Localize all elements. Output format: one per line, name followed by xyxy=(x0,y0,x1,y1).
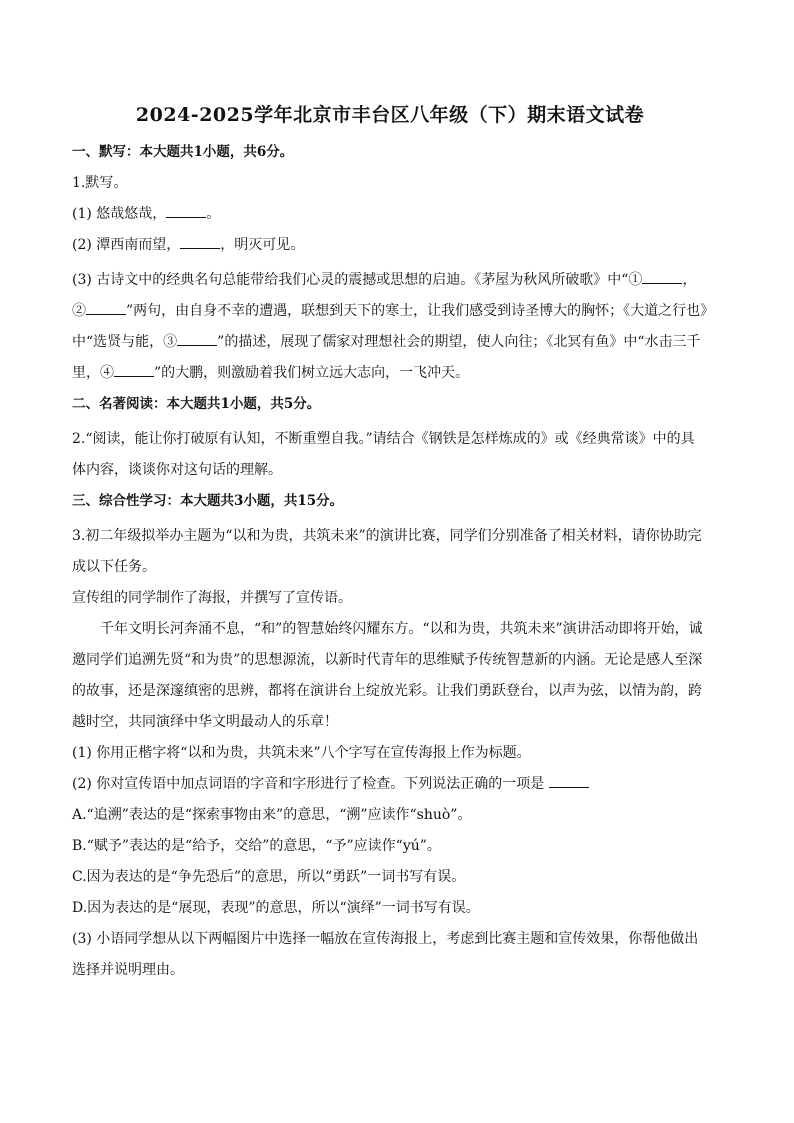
q1-3-text-b: ，② xyxy=(72,272,697,319)
question-3-sub-2 xyxy=(72,769,708,800)
poster-intro: 宣传组的同学制作了海报，并撰写了宣传语。 xyxy=(72,590,352,606)
answer-blank[interactable] xyxy=(166,203,206,218)
q1-2-text-b: ，明灭可见。 xyxy=(220,237,305,253)
option-b: B.“赋予”表达的是“给予，交给”的意思，“予”应读作“yú”。 xyxy=(72,838,441,854)
section-3-header: 三、综合性学习：本大题共3小题，共15分。 xyxy=(72,493,344,509)
answer-blank[interactable] xyxy=(549,773,589,788)
answer-blank[interactable] xyxy=(177,331,217,346)
question-1-part-2 xyxy=(72,234,708,256)
answer-blank[interactable] xyxy=(86,300,126,315)
q1-1-text-b: 。 xyxy=(206,206,221,222)
q1-3-text-c: ”两句，由自身不幸的遭遇，联想到天下的寒士，让我们感受到诗圣博大的胸怀；《大道之行也》中“选贤与能，③ xyxy=(72,303,708,350)
q1-3-text-e: ”的大鹏，则激励着我们树立远大志向，一飞冲天。 xyxy=(154,365,470,381)
section-1-header: 一、默写：本大题共1小题，共6分。 xyxy=(72,144,294,160)
q1-3-text-a: (3) 古诗文中的经典名句总能带给我们心灵的震撼或思想的启迪。《茅屋为秋风所破歌》中“① xyxy=(72,272,643,288)
answer-blank[interactable] xyxy=(114,362,154,377)
option-a: A.“追溯”表达的是“探索事物由来”的意思，“溯”应读作“shuò”。 xyxy=(72,807,472,823)
question-3-stem: 3.初二年级拟举办主题为“以和为贵，共筑未来”的演讲比赛，同学们分别准备了相关材料，请你协助完成以下任务。 xyxy=(72,528,702,575)
question-3-sub-1: (1) 你用正楷字将“以和为贵，共筑未来”八个字写在宣传海报上作为标题。 xyxy=(72,745,531,761)
q1-2-text-a: (2) 潭西南而望， xyxy=(72,237,181,253)
exam-title: 2024-2025学年北京市丰台区八年级（下）期末语文试卷 xyxy=(135,104,645,126)
answer-blank[interactable] xyxy=(180,234,220,249)
option-c: C.因为表达的是“争先恐后”的意思，所以“勇跃”一词书写有误。 xyxy=(72,869,466,885)
q3-2-text: (2) 你对宣传语中加点词语的字音和字形进行了检查。下列说法正确的一项是 xyxy=(72,776,545,792)
option-d: D.因为表达的是“展现，表现”的意思，所以“演绎”一词书写有误。 xyxy=(72,900,480,916)
q1-3-text-d: ”的描述，展现了儒家对理想社会的期望，使人向往；《北冥有鱼》中“水击三千里，④ xyxy=(72,334,701,381)
question-2: 2.“阅读，能让你打破原有认知，不断重塑自我。”请结合《钢铁是怎样炼成的》或《经典常谈》中的具体内容，谈谈你对这句话的理解。 xyxy=(72,431,695,478)
answer-blank[interactable] xyxy=(642,269,682,284)
q1-1-text-a: (1) 悠哉悠哉， xyxy=(72,206,167,222)
question-3-sub-3: (3) 小语同学想从以下两幅图片中选择一幅放在宣传海报上，考虑到比赛主题和宣传效果，你帮他做出选择并说明理由。 xyxy=(72,931,699,978)
poster-slogan: 千年文明长河奔涌不息，“和”的智慧始终闪耀东方。“以和为贵，共筑未来”演讲活动即将开始，诚邀同学们追溯先贤“和为贵”的思想源流，以新时代青年的思维赋予传统智慧新的内涵。无论是感人至深的故事，还是深邃缜密的思辨，都将在演讲台上绽放光彩。让我们勇跃登台，以声为弦，以情为韵，跨越时空，共同演绎中华文明最动人的乐章！ xyxy=(72,621,703,730)
section-2-header: 二、名著阅读：本大题共1小题，共5分。 xyxy=(72,396,321,412)
question-1-part-3 xyxy=(72,265,708,389)
question-1-stem: 1.默写。 xyxy=(72,175,128,191)
question-1-part-1 xyxy=(72,203,708,225)
